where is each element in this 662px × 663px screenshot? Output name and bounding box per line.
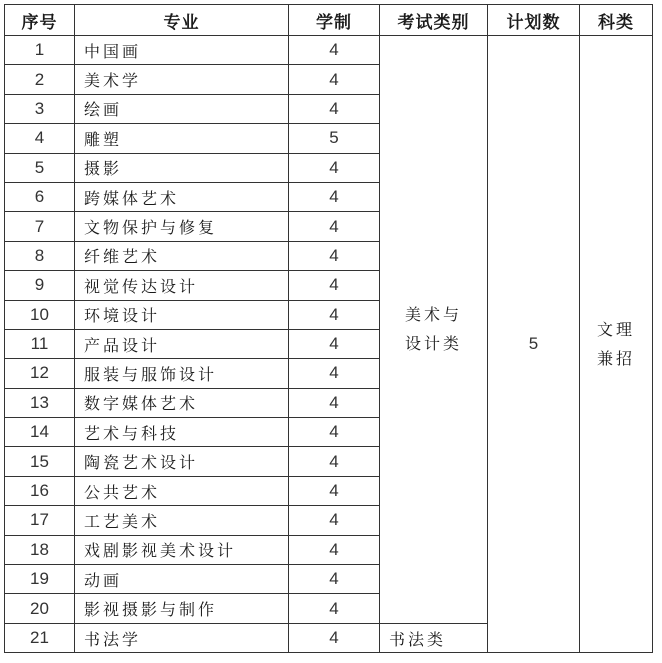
- exam-category-calligraphy: 书法类: [380, 623, 488, 652]
- row-major: 数字媒体艺术: [75, 388, 289, 417]
- row-years: 4: [289, 476, 380, 505]
- row-number: 2: [5, 65, 75, 94]
- row-major: 中国画: [75, 36, 289, 65]
- row-major: 雕塑: [75, 124, 289, 153]
- plan-count: 5: [488, 36, 580, 653]
- row-major: 服装与服饰设计: [75, 359, 289, 388]
- row-number: 6: [5, 182, 75, 211]
- header-years: 学制: [289, 5, 380, 36]
- header-row: [5, 5, 653, 36]
- row-major: 动画: [75, 565, 289, 594]
- row-major: 绘画: [75, 94, 289, 123]
- enrollment-table: [4, 4, 653, 653]
- row-years: 4: [289, 535, 380, 564]
- header-exam-category: 考试类别: [380, 5, 488, 36]
- row-major: 跨媒体艺术: [75, 182, 289, 211]
- row-major: 书法学: [75, 623, 289, 652]
- row-major: 美术学: [75, 65, 289, 94]
- row-number: 21: [5, 623, 75, 652]
- row-major: 陶瓷艺术设计: [75, 447, 289, 476]
- row-major: 戏剧影视美术设计: [75, 535, 289, 564]
- row-number: 3: [5, 94, 75, 123]
- row-major: 环境设计: [75, 300, 289, 329]
- row-years: 4: [289, 594, 380, 623]
- table-row: [5, 36, 653, 65]
- row-major: 产品设计: [75, 329, 289, 358]
- row-years: 5: [289, 124, 380, 153]
- row-years: 4: [289, 506, 380, 535]
- row-major: 文物保护与修复: [75, 212, 289, 241]
- row-years: 4: [289, 565, 380, 594]
- row-years: 4: [289, 418, 380, 447]
- row-number: 13: [5, 388, 75, 417]
- subject-type-line1: 文理: [596, 320, 635, 340]
- row-years: 4: [289, 623, 380, 652]
- row-number: 4: [5, 124, 75, 153]
- row-years: 4: [289, 388, 380, 417]
- row-major: 影视摄影与制作: [75, 594, 289, 623]
- exam-category-art-design: [380, 36, 488, 624]
- row-number: 18: [5, 535, 75, 564]
- row-number: 9: [5, 271, 75, 300]
- row-years: 4: [289, 271, 380, 300]
- row-major: 公共艺术: [75, 476, 289, 505]
- exam-category-art-design-line2: 设计类: [404, 334, 462, 354]
- row-number: 8: [5, 241, 75, 270]
- row-number: 14: [5, 418, 75, 447]
- row-major: 视觉传达设计: [75, 271, 289, 300]
- header-plan-count: 计划数: [488, 5, 580, 36]
- header-major: 专业: [75, 5, 289, 36]
- subject-type: [580, 36, 653, 653]
- row-years: 4: [289, 212, 380, 241]
- row-number: 16: [5, 476, 75, 505]
- exam-category-art-design-line1: 美术与: [404, 305, 462, 325]
- row-number: 12: [5, 359, 75, 388]
- row-number: 15: [5, 447, 75, 476]
- header-subject-type: 科类: [580, 5, 653, 36]
- row-number: 11: [5, 329, 75, 358]
- row-years: 4: [289, 300, 380, 329]
- row-years: 4: [289, 36, 380, 65]
- row-major: 纤维艺术: [75, 241, 289, 270]
- row-years: 4: [289, 241, 380, 270]
- row-number: 17: [5, 506, 75, 535]
- row-major: 艺术与科技: [75, 418, 289, 447]
- row-major: 工艺美术: [75, 506, 289, 535]
- row-years: 4: [289, 65, 380, 94]
- row-number: 20: [5, 594, 75, 623]
- row-number: 19: [5, 565, 75, 594]
- row-years: 4: [289, 153, 380, 182]
- row-years: 4: [289, 447, 380, 476]
- row-number: 5: [5, 153, 75, 182]
- row-years: 4: [289, 182, 380, 211]
- subject-type-line2: 兼招: [596, 349, 635, 369]
- row-years: 4: [289, 359, 380, 388]
- row-years: 4: [289, 94, 380, 123]
- row-major: 摄影: [75, 153, 289, 182]
- row-number: 1: [5, 36, 75, 65]
- header-no: 序号: [5, 5, 75, 36]
- row-number: 10: [5, 300, 75, 329]
- row-years: 4: [289, 329, 380, 358]
- row-number: 7: [5, 212, 75, 241]
